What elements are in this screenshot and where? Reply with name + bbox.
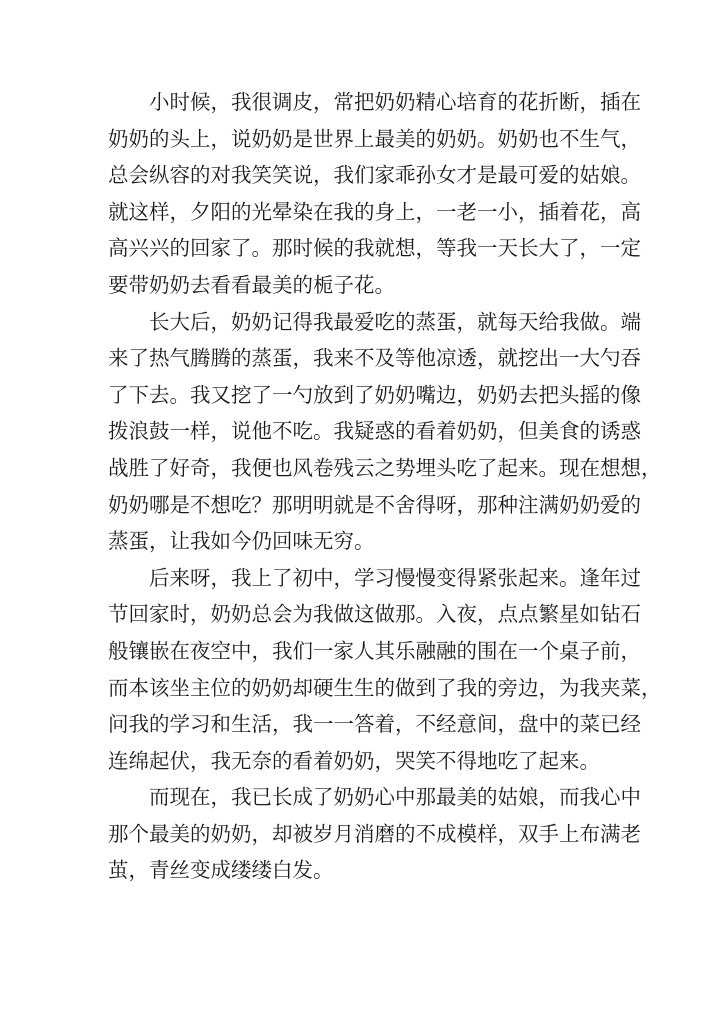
text-line: 般镶嵌在夜空中，我们一家人其乐融融的围在一个桌子前，: [108, 638, 641, 663]
text-line: 那个最美的奶奶，却被岁月消磨的不成模样，双手上布满老: [108, 821, 641, 846]
paragraph-middle-school: [108, 560, 662, 780]
text-line: 小时候，我很调皮，常把奶奶精心培育的花折断，插在: [149, 90, 641, 114]
text-line: 后来呀，我上了初中，学习慢慢变得紧张起来。逢年过: [149, 565, 641, 590]
text-line: 蒸蛋，让我如今仍回味无穷。: [108, 529, 375, 554]
text-line: 连绵起伏，我无奈的看着奶奶，哭笑不得地吃了起来。: [108, 748, 600, 773]
paragraph-childhood: [108, 84, 641, 304]
text-line: 了下去。我又挖了一勺放到了奶奶嘴边，奶奶去把头摇的像: [108, 382, 641, 407]
text-line: 战胜了好奇，我便也风卷残云之势埋头吃了起来。现在想想，: [108, 455, 662, 480]
text-line: 要带奶奶去看看最美的栀子花。: [108, 272, 395, 297]
text-line: 奶奶的头上，说奶奶是世界上最美的奶奶。奶奶也不生气，: [108, 126, 641, 151]
text-line: 高兴兴的回家了。那时候的我就想，等我一天长大了，一定: [108, 236, 641, 261]
text-line: 拨浪鼓一样，说他不吃。我疑惑的看着奶奶，但美食的诱惑: [108, 419, 641, 444]
text-line: 总会纵容的对我笑笑说，我们家乖孙女才是最可爱的姑娘。: [108, 163, 641, 188]
text-line: 就这样，夕阳的光晕染在我的身上，一老一小，插着花，高: [108, 199, 641, 224]
text-line: 长大后，奶奶记得我最爱吃的蒸蛋，就每天给我做。端: [149, 309, 641, 334]
text-line: 节回家时，奶奶总会为我做这做那。入夜，点点繁星如钻石: [108, 602, 641, 627]
paragraph-present: [108, 779, 641, 889]
text-line: 茧，青丝变成缕缕白发。: [108, 858, 334, 883]
document-body: [108, 84, 662, 889]
text-line: 奶奶哪是不想吃？那明明就是不舍得呀，那种注满奶奶爱的: [108, 492, 641, 517]
text-line: 而本该坐主位的奶奶却硬生生的做到了我的旁边，为我夹菜，: [108, 675, 662, 700]
text-line: 问我的学习和生活，我一一答着，不经意间，盘中的菜已经: [108, 712, 641, 737]
paragraph-growing-up: [108, 304, 662, 560]
text-line: 来了热气腾腾的蒸蛋，我来不及等他凉透，就挖出一大勺吞: [108, 346, 641, 371]
text-line: 而现在，我已长成了奶奶心中那最美的姑娘，而我心中: [149, 785, 641, 810]
